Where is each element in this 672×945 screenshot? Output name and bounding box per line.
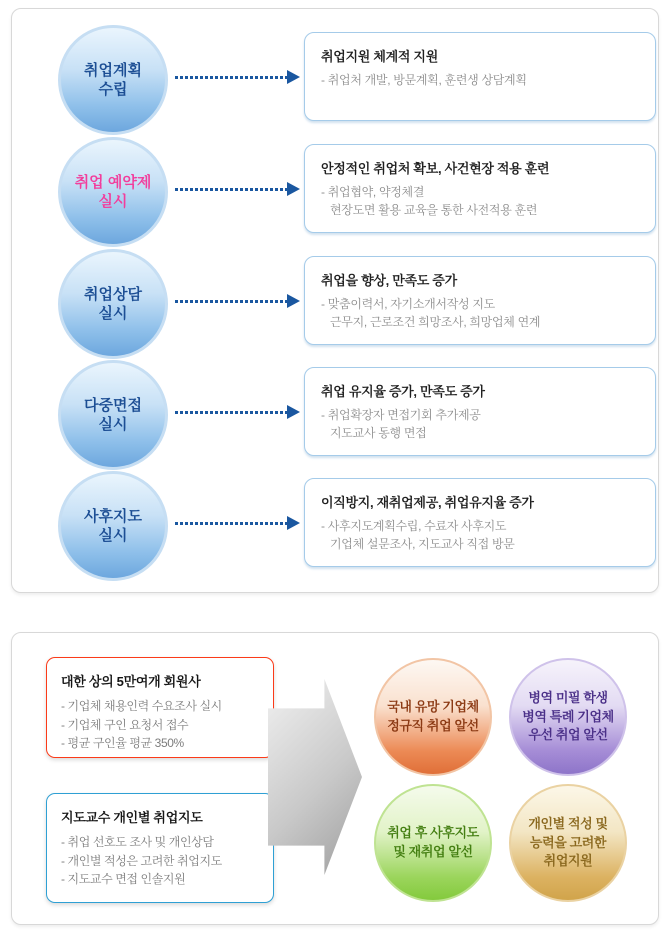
flow-row-5	[12, 471, 658, 581]
result-circle-aptitude-support	[509, 784, 627, 902]
step-circle-label: 실시	[98, 416, 128, 433]
result-circle-label: 국내 유망 기업체	[387, 699, 479, 715]
outcome-box	[304, 144, 656, 233]
outcome-box	[304, 256, 656, 345]
job-matching-panel	[11, 632, 659, 925]
flow-row-3	[12, 249, 658, 359]
outcome-title: 취업지원 체계적 지원	[321, 49, 438, 64]
dotted-arrow-icon	[175, 188, 287, 191]
outcome-title: 안정적인 취업처 확보, 사건현장 적용 훈련	[321, 161, 550, 176]
advisor-guidance-box	[46, 793, 274, 903]
dotted-arrow-icon	[175, 76, 287, 79]
step-circle-label: 실시	[98, 527, 128, 544]
step-circle-label: 실시	[98, 193, 128, 210]
outcome-detail: - 맞춤이력서, 자기소개서작성 지도	[321, 297, 495, 311]
step-circle-multi-interview	[58, 360, 168, 470]
step-circle-reservation-system	[58, 137, 168, 247]
outcome-detail: - 사후지도계획수립, 수료자 사후지도	[321, 519, 507, 533]
arrow-head-icon	[287, 294, 300, 308]
result-circle-label: 병역 미필 학생	[528, 689, 608, 705]
result-circle-regular-jobs	[374, 658, 492, 776]
dotted-arrow-icon	[175, 300, 287, 303]
process-flow-panel	[11, 8, 659, 593]
box-bullet: - 평균 구인율 평균 350%	[61, 736, 184, 751]
step-circle-label: 취업상담	[84, 285, 142, 303]
arrow-head-icon	[287, 182, 300, 196]
step-circle-label: 수립	[98, 81, 128, 98]
outcome-detail: - 취업처 개발, 방문계획, 훈련생 상담계획	[321, 73, 527, 87]
outcome-box	[304, 367, 656, 456]
member-companies-box	[46, 657, 274, 758]
box-bullet: - 지도교수 면접 인솔지원	[61, 872, 186, 887]
outcome-detail: - 취업협약, 약정체결	[321, 185, 425, 199]
box-bullet: - 기업체 구인 요청서 접수	[61, 717, 189, 732]
dotted-arrow-icon	[175, 522, 287, 525]
step-circle-label: 실시	[98, 305, 128, 322]
result-circle-label: 취업 후 사후지도	[387, 825, 479, 841]
outcome-detail: - 취업확장자 면접기회 추가제공	[321, 408, 481, 422]
outcome-detail: 근무지, 근로조건 희망조사, 희망업체 연계	[330, 315, 541, 329]
result-circle-label: 개인별 적성 및	[528, 815, 608, 831]
box-bullet: - 취업 선호도 조사 및 개인상담	[61, 835, 214, 849]
box-bullet: - 기업체 채용인력 수요조사 실시	[61, 699, 222, 713]
arrow-head-icon	[287, 405, 300, 419]
flow-row-4	[12, 360, 658, 470]
outcome-title: 취업을 향상, 만족도 증가	[321, 273, 457, 288]
step-circle-follow-up	[58, 471, 168, 581]
outcome-box	[304, 478, 656, 567]
result-circle-label: 취업지원	[543, 853, 593, 869]
box-bullet: - 개인별 적성은 고려한 취업지도	[61, 853, 222, 868]
step-circle-label: 취업 예약제	[74, 173, 152, 191]
result-circle-label: 및 재취업 알선	[393, 844, 473, 859]
result-circle-label: 병역 특례 기업체	[522, 708, 614, 724]
outcome-title: 이직방지, 재취업제공, 취업유지율 증가	[321, 495, 534, 510]
outcome-detail: 현장도면 활용 교육을 통한 사전적용 훈련	[330, 203, 538, 217]
arrow-head-icon	[287, 70, 300, 84]
outcome-box	[304, 32, 656, 121]
outcome-detail: 기업체 설문조사, 지도교사 직접 방문	[330, 537, 515, 551]
step-circle-label: 취업계획	[84, 61, 142, 79]
outcome-title: 취업 유지율 증가, 만족도 증가	[321, 384, 485, 399]
dotted-arrow-icon	[175, 411, 287, 414]
box-title: 지도교수 개인별 취업지도	[61, 810, 203, 825]
step-circle-label: 다중면접	[84, 396, 142, 414]
step-circle-label: 사후지도	[84, 507, 142, 525]
flow-row-1	[12, 25, 658, 135]
flow-row-2	[12, 137, 658, 247]
box-title: 대한 상의 5만여개 회원사	[61, 674, 201, 689]
step-circle-employment-plan	[58, 25, 168, 135]
arrow-head-icon	[287, 516, 300, 530]
result-circle-label: 정규직 취업 알선	[387, 718, 479, 733]
outcome-detail: 지도교사 동행 면접	[330, 426, 427, 440]
result-circle-label: 능력을 고려한	[529, 834, 607, 850]
result-circle-label: 우선 취업 알선	[528, 727, 608, 743]
result-circle-military-exemption	[509, 658, 627, 776]
result-circle-post-employment	[374, 784, 492, 902]
big-right-arrow-icon	[268, 679, 362, 875]
step-circle-counseling	[58, 249, 168, 359]
